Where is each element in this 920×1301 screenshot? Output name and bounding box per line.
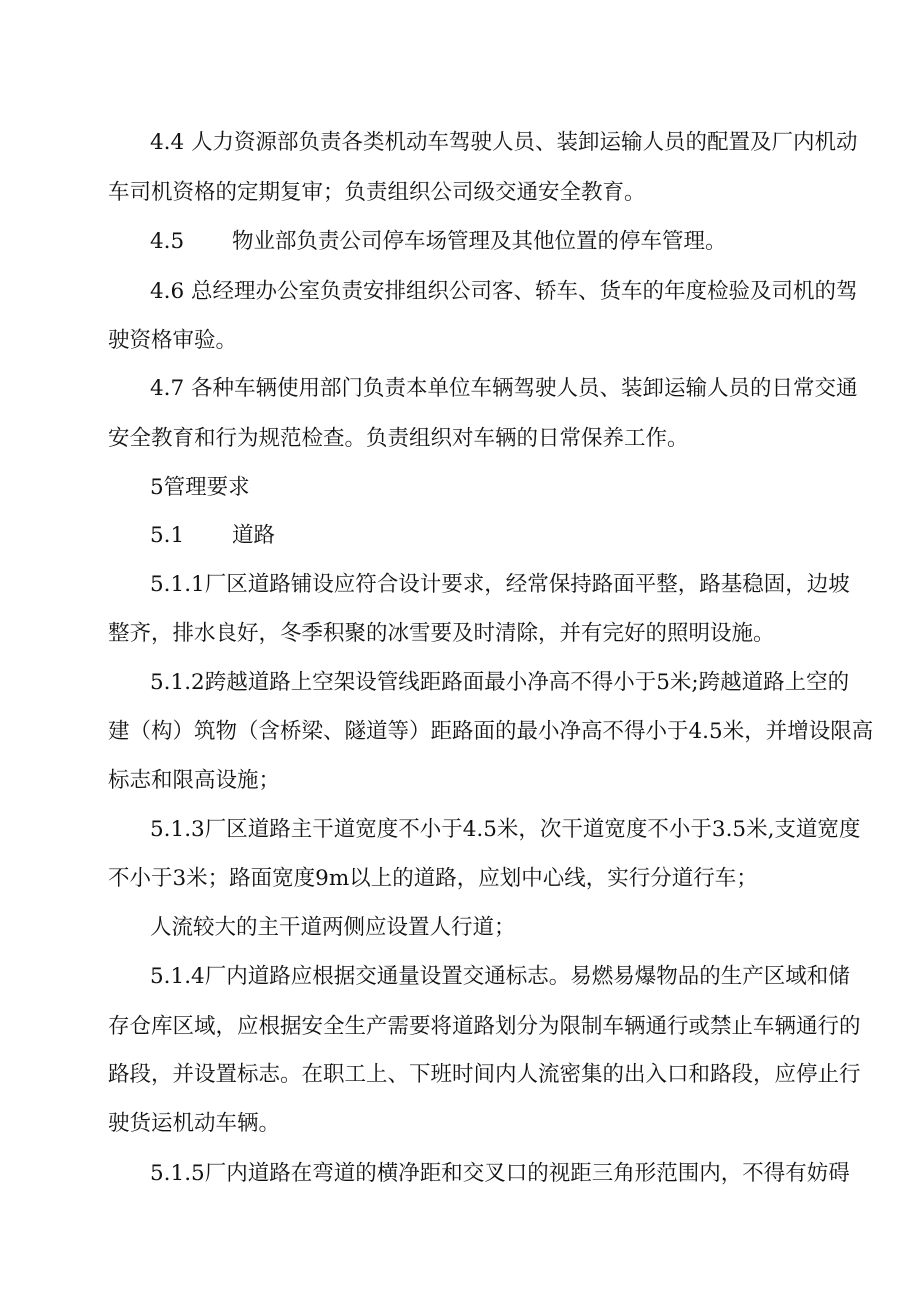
section-4-7-line-2: 安全教育和行为规范检查。负责组织对车辆的日常保养工作。 <box>108 426 689 451</box>
section-5-1-number: 5.1 <box>150 523 185 548</box>
section-4-6-line-1: 4.6 总经理办公室负责安排组织公司客、轿车、货车的年度检验及司机的驾 <box>150 279 858 304</box>
section-5-1-4-line-4: 驶货运机动车辆。 <box>108 1111 281 1136</box>
section-5-1-2-line-2: 建（构）筑物（含桥梁、隧道等）距路面的最小净高不得小于4.5米，并增设限高 <box>108 719 874 744</box>
section-5-1-2-line-1: 5.1.2跨越道路上空架设管线距路面最小净高不得小于5米;跨越道路上空的 <box>150 670 850 695</box>
section-4-5-text: 物业部负责公司停车场管理及其他位置的停车管理。 <box>232 229 727 254</box>
section-5-1-3-line-1: 5.1.3厂区道路主干道宽度不小于4.5米，次干道宽度不小于3.5米,支道宽度 <box>150 817 861 842</box>
section-5-1-2-line-3: 标志和限高设施； <box>108 768 281 793</box>
section-5-1-title: 道路 <box>232 523 276 548</box>
section-4-4-line-2: 车司机资格的定期复审；负责组织公司级交通安全教育。 <box>108 180 646 205</box>
section-4-6-line-2: 驶资格审验。 <box>108 328 238 353</box>
section-4-5-number: 4.5 <box>150 229 185 254</box>
section-4-4-line-1: 4.4 人力资源部负责各类机动车驾驶人员、装卸运输人员的配置及厂内机动 <box>150 130 858 155</box>
section-5-heading: 5管理要求 <box>150 475 250 500</box>
section-5-1-1-line-2: 整齐，排水良好，冬季积聚的冰雪要及时清除，并有完好的照明设施。 <box>108 621 775 646</box>
section-5-1-5-line-1: 5.1.5厂内道路在弯道的横净距和交叉口的视距三角形范围内，不得有妨碍 <box>150 1161 850 1186</box>
section-5-1-4-line-2: 存仓库区域，应根据安全生产需要将道路划分为限制车辆通行或禁止车辆通行的 <box>108 1014 861 1039</box>
section-5-1-3-line-2: 不小于3米；路面宽度9m以上的道路，应划中心线，实行分道行车； <box>108 866 758 891</box>
section-4-7-line-1: 4.7 各种车辆使用部门负责本单位车辆驾驶人员、装卸运输人员的日常交通 <box>150 376 858 401</box>
section-5-1-4-line-3: 路段，并设置标志。在职工上、下班时间内人流密集的出入口和路段，应停止行 <box>108 1062 861 1087</box>
sidewalk-paragraph: 人流较大的主干道两侧应设置人行道； <box>150 915 516 940</box>
section-5-1-4-line-1: 5.1.4厂内道路应根据交通量设置交通标志。易燃易爆物品的生产区域和储 <box>150 964 850 989</box>
section-5-1-1-line-1: 5.1.1厂区道路铺设应符合设计要求，经常保持路面平整，路基稳固，边坡 <box>150 572 850 597</box>
